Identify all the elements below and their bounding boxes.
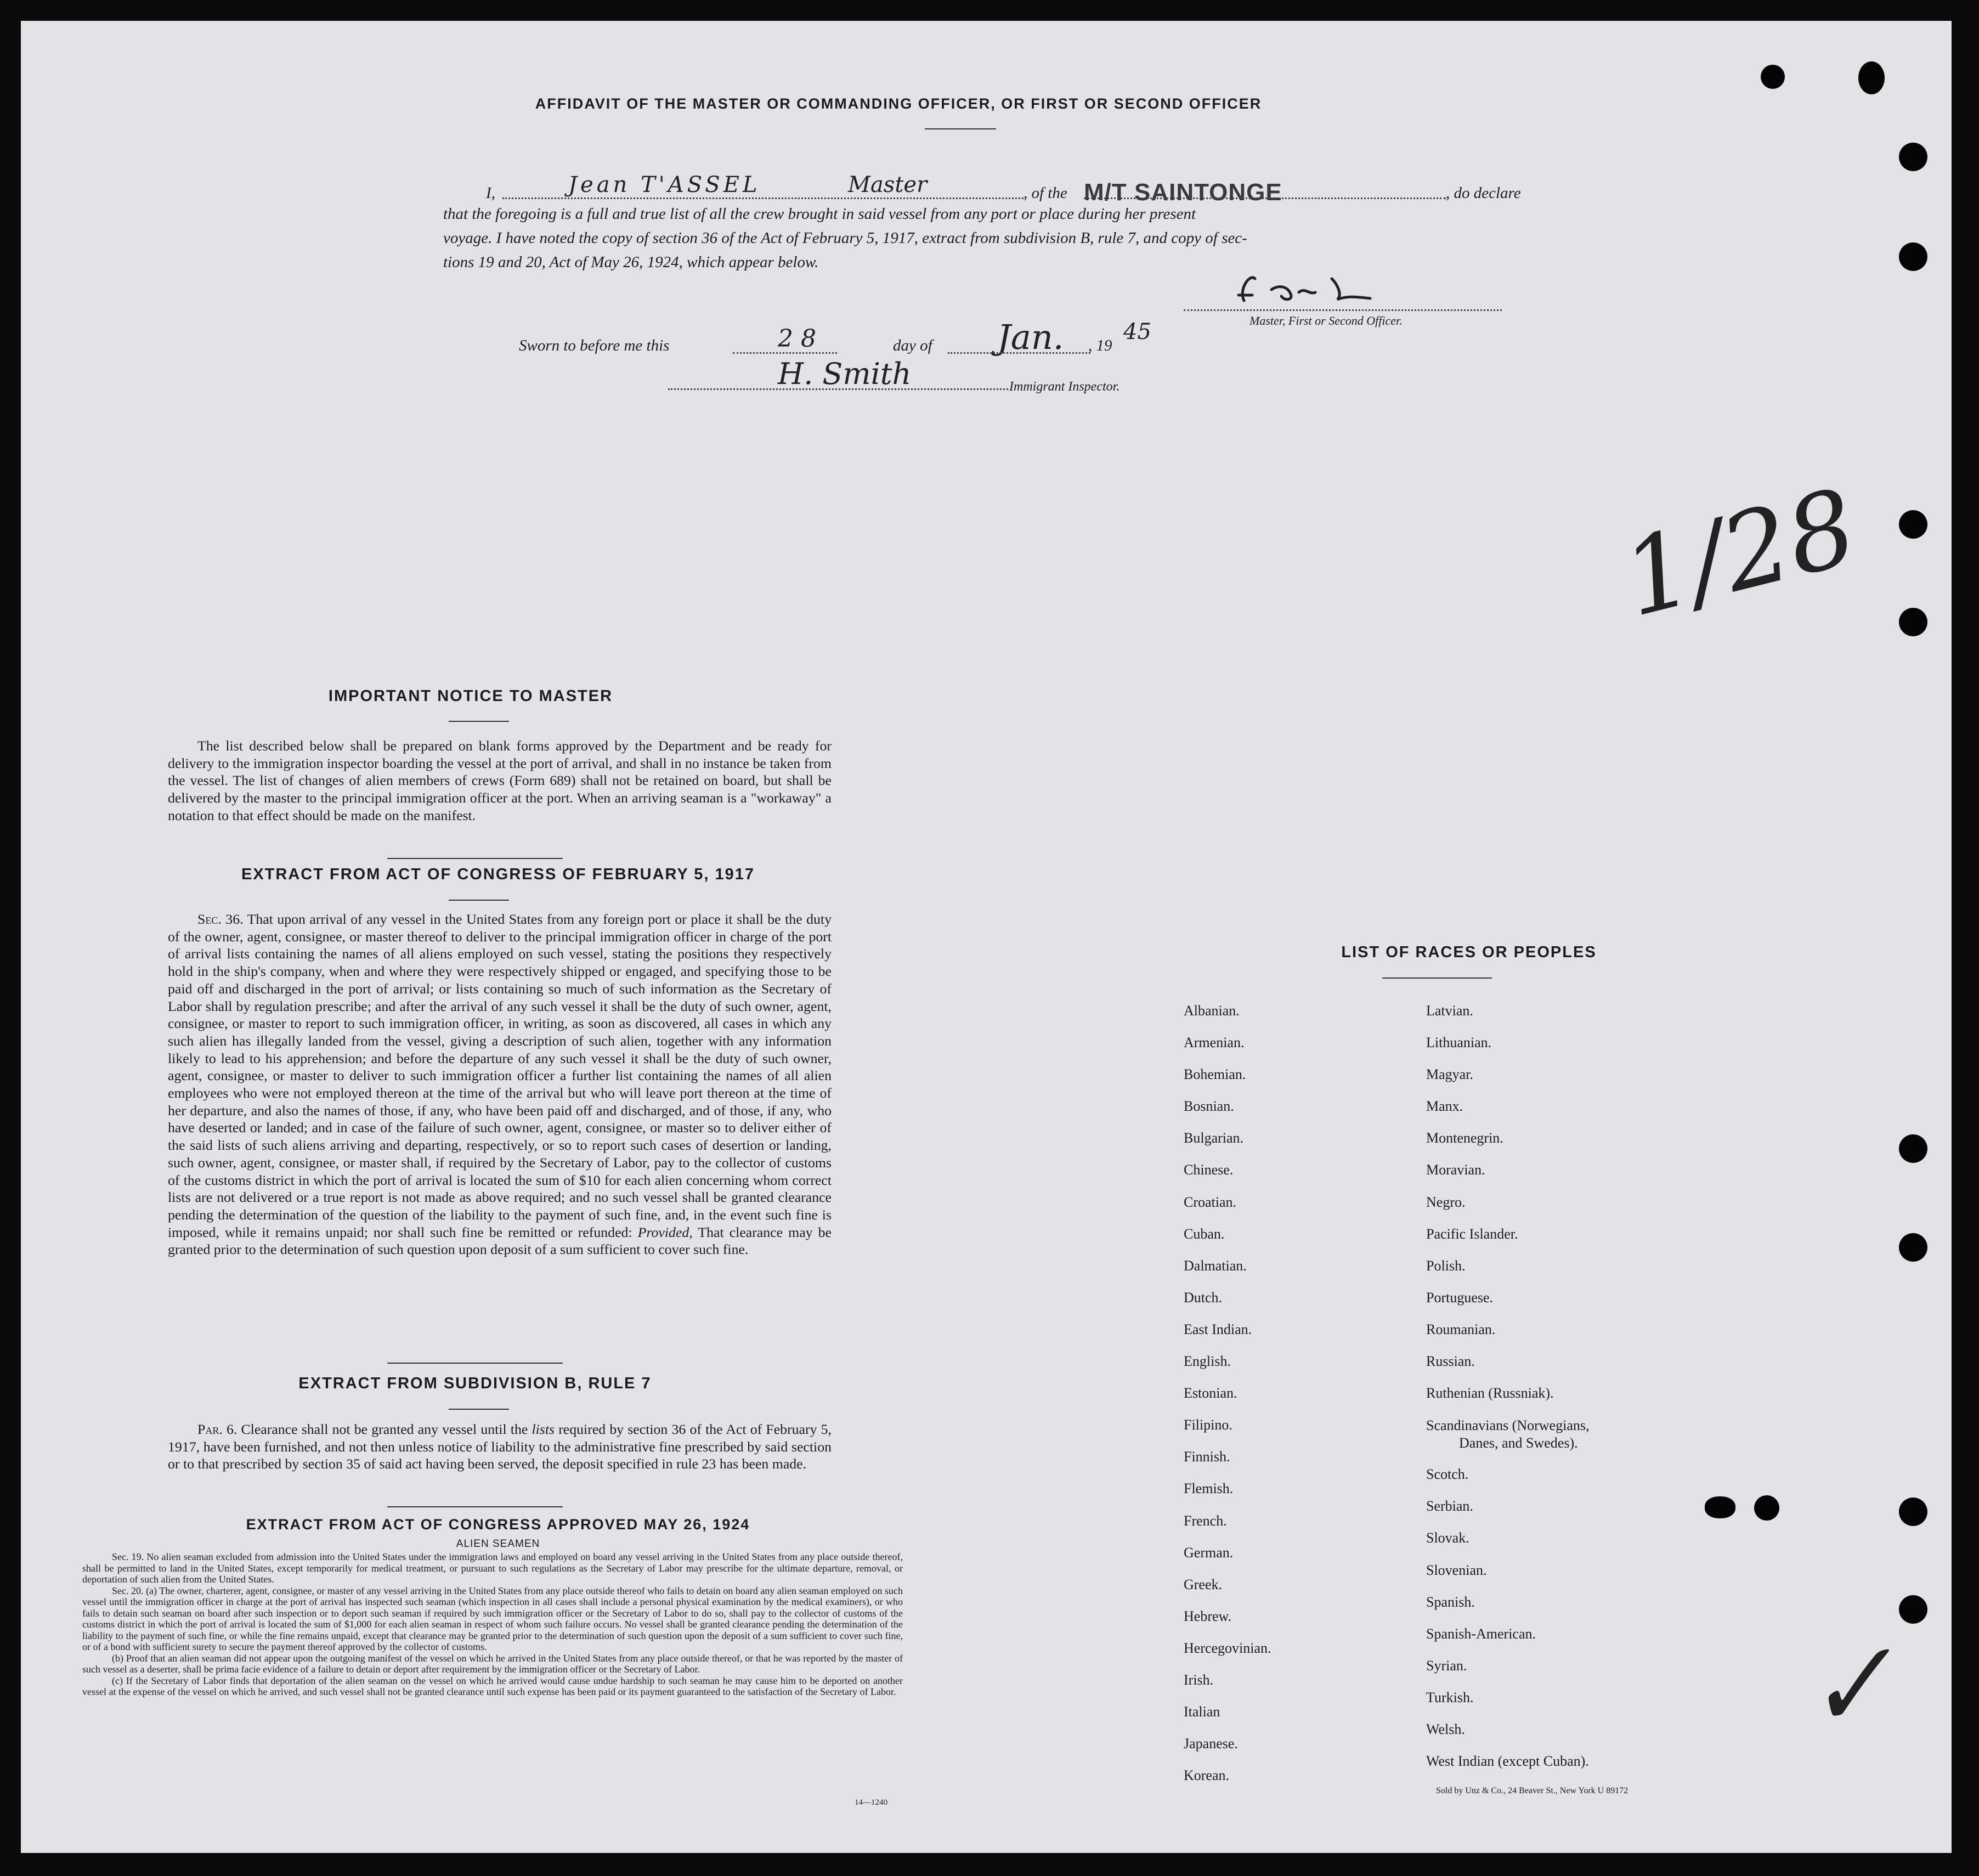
publisher-note: Sold by Unz & Co., 24 Beaver St., New York U 89172 [1436,1786,1629,1795]
section-19: Sec. 19. No alien seaman excluded from admission into the United States under the immigration laws and employed on board any vessel arriving in the United States from any place outside thereof, shall be permitted to land in the United States, except temporarily for medical treatment, or pursuant to such regulations as the Secretary of Labor may prescribe for the ultimate departure, removal, or deportation of such alien from the United States. [82,1551,903,1585]
section-36-label: Sec. 36. [197,911,244,927]
punch-hole [1899,1134,1927,1163]
race-item: Turkish. [1426,1689,1474,1705]
affidavit-line-3: voyage. I have noted the copy of section 36 of the Act of February 5, 1917, extract from subdivision B, rule 7, and copy of sec- [443,229,1247,247]
race-item: Irish. [1184,1671,1214,1688]
sworn-text: Sworn to before me this [519,337,670,354]
race-item: Cuban. [1184,1225,1225,1242]
master-role: Master [848,172,928,197]
race-item: Manx. [1426,1098,1463,1115]
divider [449,721,509,722]
punch-hole [1899,510,1927,539]
race-item: French. [1184,1512,1227,1529]
divider [387,858,563,859]
margin-note: 1/28 [1611,466,1868,641]
inspector-signature-line [668,388,1008,390]
divider [1382,977,1492,979]
dotted-line [1084,197,1446,199]
sworn-year: 45 [1123,319,1151,344]
punch-hole [1899,242,1927,271]
race-item: Armenian. [1184,1035,1245,1051]
master-name: Jean T'ASSEL [568,172,761,197]
divider [925,128,996,129]
races-title: LIST OF RACES OR PEOPLES [1341,943,1597,961]
affidavit-line-1 [464,162,1539,206]
race-item: Serbian. [1426,1498,1473,1515]
race-item: Lithuanian. [1426,1035,1492,1051]
race-item: Japanese. [1184,1736,1238,1752]
race-item: Slovenian. [1426,1562,1487,1578]
par-6-label: Par. 6. [197,1421,238,1437]
sworn-year-prefix: , 19 [1088,337,1112,354]
extract-1924-body [82,1551,903,1698]
punch-hole [1705,1496,1735,1518]
race-item: German. [1184,1544,1234,1561]
dotted-line [733,352,837,354]
affidavit-declare: , do declare [1446,184,1521,202]
rule7-body [168,1421,832,1473]
check-mark: ✓ [1795,1617,1904,1756]
race-item: Portuguese. [1426,1289,1494,1306]
race-item: Flemish. [1184,1481,1234,1497]
races-column-2 [1426,995,1589,1777]
sworn-day-of: day of [893,337,932,354]
dotted-line [502,197,1024,199]
extract-1917-body [168,911,832,1258]
divider [449,1409,509,1410]
race-item: East Indian. [1184,1321,1252,1337]
punch-hole [1899,1498,1927,1526]
notice-title: IMPORTANT NOTICE TO MASTER [328,687,613,705]
race-item: Italian [1184,1704,1220,1720]
section-20c: (c) If the Secretary of Labor finds that deportation of the alien seaman on the vessel on which he arrived would cause undue hardship to such seaman he may cause him to be deported on another vessel at the expense of the vessel on which he arrived, and such vessel shall not be granted clearance until such expense has been paid or its payment guaranteed to the satisfaction of the Secretary of Labor. [82,1675,903,1697]
race-item: Bohemian. [1184,1066,1246,1083]
race-item: Negro. [1426,1194,1466,1210]
race-item: Montenegrin. [1426,1130,1503,1146]
affidavit-i: I, [486,184,495,202]
affidavit-title: AFFIDAVIT OF THE MASTER OR COMMANDING OFFICER, OR FIRST OR SECOND OFFICER [535,95,1262,112]
race-item: Pacific Islander. [1426,1225,1518,1242]
race-item: Filipino. [1184,1417,1232,1433]
race-item: Spanish-American. [1426,1625,1536,1642]
race-item: Latvian. [1426,1003,1473,1019]
race-item: Roumanian. [1426,1321,1496,1337]
sworn-month: Jan. [997,317,1064,357]
divider [449,900,509,901]
punch-hole [1761,65,1785,89]
punch-hole [1899,143,1927,171]
race-item: Scotch. [1426,1466,1469,1483]
race-item: Dutch. [1184,1289,1223,1306]
punch-hole [1899,1595,1927,1624]
lists-word: lists [531,1421,555,1437]
master-signature [1228,262,1414,312]
document-page [21,21,1952,1853]
race-item: Magyar. [1426,1066,1473,1083]
master-signature-line [1184,309,1502,311]
race-item: Bosnian. [1184,1098,1234,1115]
race-item: Albanian. [1184,1003,1240,1019]
race-item: Chinese. [1184,1162,1234,1178]
punch-hole [1899,608,1927,636]
race-item: Scandinavians (Norwegians, [1426,1417,1590,1434]
rule7-title: EXTRACT FROM SUBDIVISION B, RULE 7 [298,1375,652,1392]
race-item: Dalmatian. [1184,1257,1247,1274]
extract-1924-title: EXTRACT FROM ACT OF CONGRESS APPROVED MAY 26, 1924 [246,1516,750,1533]
race-item: Hercegovinian. [1184,1640,1271,1656]
dotted-line [948,352,1090,354]
race-item: Spanish. [1426,1594,1475,1610]
extract-1917-title: EXTRACT FROM ACT OF CONGRESS OF FEBRUARY 5, 1917 [241,866,755,883]
affidavit-of-the: , of the [1024,184,1067,202]
race-item: Greek. [1184,1576,1223,1592]
race-item: Ruthenian (Russniak). [1426,1385,1554,1402]
form-number: 14—1240 [855,1798,887,1807]
race-item: Hebrew. [1184,1608,1232,1624]
affidavit-line-2: that the foregoing is a full and true list of all the crew brought in said vessel from any port or place during her present [443,205,1196,223]
section-36-text: That upon arrival of any vessel in the United States from any foreign port or place it shall be the duty of the owner, agent, consignee, or master thereof to deliver to the principal immigration officer in charge of the port of arrival lists containing the names of all aliens employed on such vessel, stating the positions they respectively hold in the ship's company, when and where they were respectively shipped or engaged, and specifying those to be paid off and discharged in the port of arrival; or lists containing so much of such information as the Secretary of Labor shall by regulation prescribe; and after the arrival of any such vessel it shall be the duty of such owner, agent, consignee, or master to report to such immigration officer, in writing, as soon as discovered, all cases in which any such alien has illegally landed from the vessel, giving a description of such alien, together with any information likely to lead to his apprehension; and before the departure of any such vessel it shall be the duty of such owner, agent, consignee, or master to deliver to such immigration officer a further list containing the names of all alien employees who were not employed thereon at the time of the arrival but who will leave port thereon at the time of her departure, and also the names of those, if any, who have been paid off and discharged, and of those, if any, who have deserted or landed; and in case of the failure of such owner, agent, consignee, or master so to deliver either of the said lists of such aliens arriving and departing, respectively, or so to report such cases of desertion or landing, such owner, agent, consignee, or master shall, if required by the Secretary of Labor, pay to the collector of customs of the customs district in which the port of arrival is located the sum of $10 for each alien concerning whom correct lists are not delivered or a true report is not made as above required; and no such vessel shall be granted clearance pending the determination of the question of the liability to the payment of such fine, and, in the event such fine is imposed, while it remains unpaid; nor shall such fine be remitted or refunded: [168,911,832,1240]
race-item: Syrian. [1426,1657,1467,1674]
section-36-end: That clearance may be granted prior to the determination of such question upon deposit of a sum sufficient to cover such fine. [168,1224,832,1258]
sworn-day: 28 [778,325,824,353]
race-item: West Indian (except Cuban). [1426,1753,1589,1770]
race-item: Polish. [1426,1257,1466,1274]
notice-body: The list described below shall be prepared on blank forms approved by the Department and be ready for delivery to the immigration inspector boarding the vessel at the port of arrival, and shall in no instance be taken from the vessel. The list of changes of alien members of crews (Form 689) shall not be retained on board, but shall be delivered by the master to the principal immigration officer at the port. When an arriving seaman is a "workaway" a notation to that effect should be made on the manifest. [168,738,832,823]
section-20b: (b) Proof that an alien seaman did not appear upon the outgoing manifest of the vessel on which he arrived in the United States from any place outside thereof, or that he was reported by the master of such vessel as a deserter, shall be prima facie evidence of a failure to detain or deport after requirement by the immigration officer or the Secretary of Labor. [82,1652,903,1675]
race-item: Russian. [1426,1353,1475,1370]
punch-hole [1858,61,1885,94]
race-item: English. [1184,1353,1231,1370]
race-item: Croatian. [1184,1194,1237,1210]
punch-hole [1754,1495,1779,1521]
race-item: Estonian. [1184,1385,1237,1402]
race-item: Moravian. [1426,1162,1485,1178]
extract-1924-subtitle: ALIEN SEAMEN [456,1538,540,1550]
vessel-name: M/T SAINTONGE [1084,179,1282,206]
master-caption: Master, First or Second Officer. [1249,314,1403,327]
divider [387,1506,563,1507]
rule7-text-1: Clearance shall not be granted any vessel until the [241,1421,528,1437]
affidavit-line-4: tions 19 and 20, Act of May 26, 1924, which appear below. [443,253,819,271]
provided-word: Provided, [637,1224,693,1240]
race-item: Welsh. [1426,1721,1465,1737]
divider [387,1363,563,1364]
races-column-1 [1184,995,1271,1792]
race-item: Bulgarian. [1184,1130,1244,1146]
race-item: Korean. [1184,1767,1230,1784]
race-item: Finnish. [1184,1449,1230,1465]
inspector-signature: H. Smith [778,357,912,391]
race-item: Danes, and Swedes). [1459,1435,1578,1451]
race-item: Slovak. [1426,1530,1469,1546]
section-20a: Sec. 20. (a) The owner, charterer, agent, consignee, or master of any vessel arriving in the United States from any place outside thereof who fails to detain on board any alien seaman employed on such vessel until the immigration officer in charge at the port of arrival has inspected such seaman (which inspection in all cases shall include a personal physical examination by the medical examiners), or who fails to detain such seaman on board after such inspection or to deport such seaman if required by such immigration officer or the Secretary of Labor to do so, shall pay to the collector of customs of the customs district in which the port of arrival is located the sum of $1,000 for each alien seaman in respect of whom such failure occurs. No vessel shall be granted clearance pending the determination of the liability to the payment of such fine, or while the fine remains unpaid, except that clearance may be granted prior to the determination of such question upon the deposit of a sum sufficient to cover such fine, or of a bond with sufficient surety to secure the payment thereof approved by the collector of customs. [82,1585,903,1652]
inspector-caption: Immigrant Inspector. [1009,380,1120,394]
punch-hole [1899,1233,1927,1262]
rule7-text-2: required by section 36 of the Act of February 5, 1917, have been furnished, and not then unless notice of liability to the administrative fine prescribed by said section or to that prescribed by section 35 of said act having been served, the deposit specified in rule 23 has been made. [168,1421,832,1472]
